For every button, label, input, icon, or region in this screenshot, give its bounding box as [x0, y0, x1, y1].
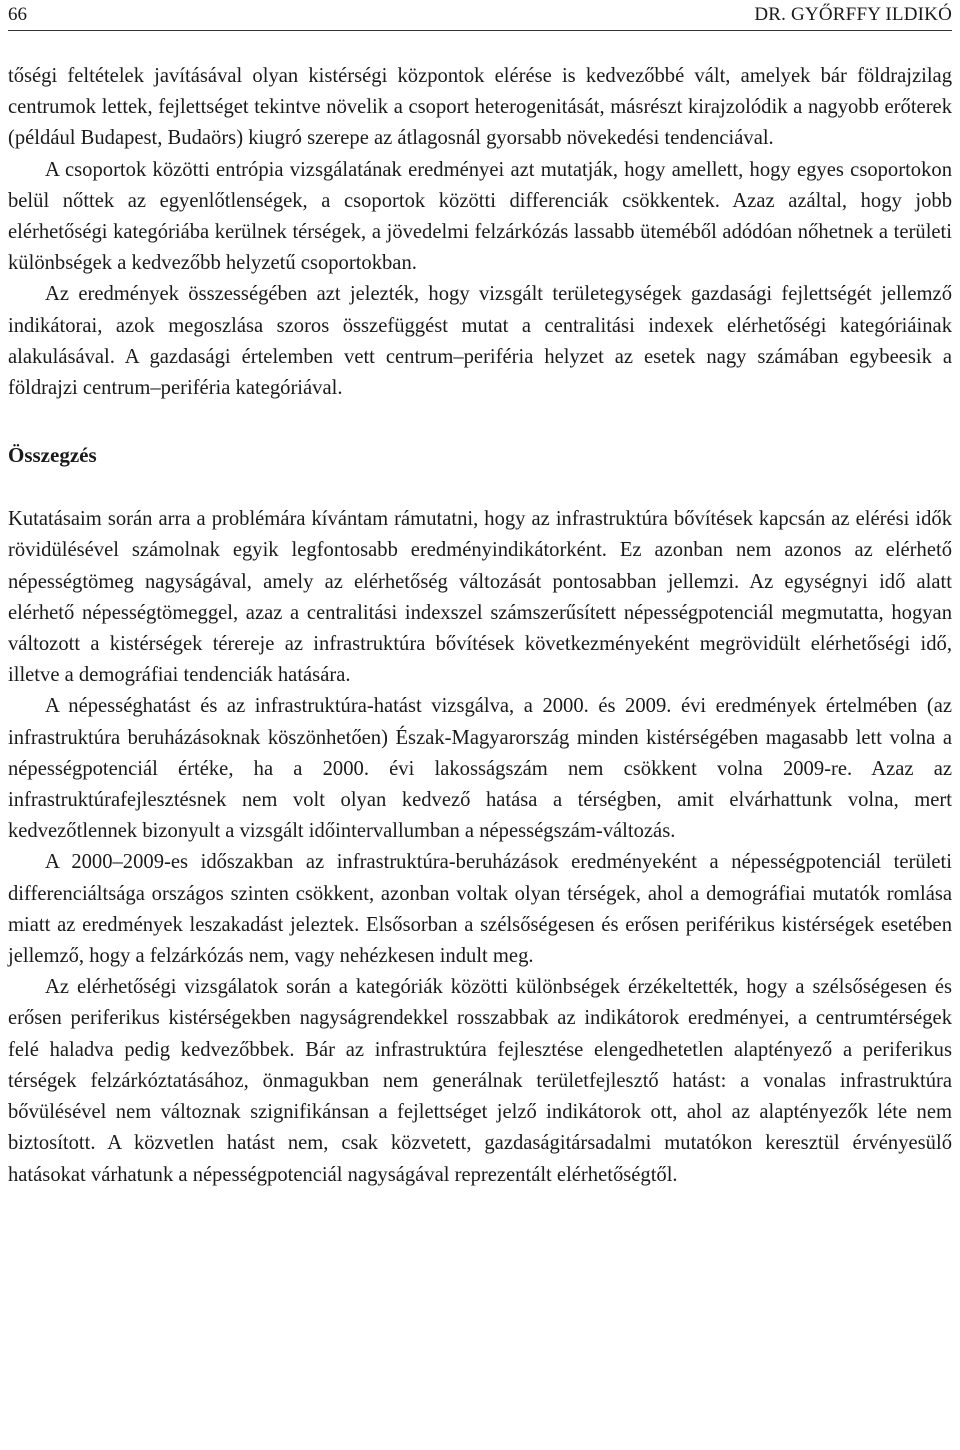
paragraph: tőségi feltételek javításával olyan kistérségi központok elérése is kedvezőbbé vált, amelyek bár földrajzilag centrumok lettek, fejlettséget tekintve növelik a csoport heterogenitását, másrészt kirajzolódik a nagyobb erőterek (például Budapest, Budaörs) kiugró szerepe az átlagosnál gyorsabb növekedési tendenciával.	[8, 65, 952, 150]
paragraph: Az eredmények összességében azt jelezték, hogy vizsgált területegységek gazdasági fejlettségét jellemző indikátorai, azok megoszlása szoros összefüggést mutat a centralitási indexek elérhetőségi kategóriáinak alakulásával. A gazdasági értelemben vett centrum–periféria helyzet az esetek nagy számában egybeesik a földrajzi centrum–periféria kategóriával.	[8, 283, 952, 400]
paragraph: A csoportok közötti entrópia vizsgálatának eredményei azt mutatják, hogy amellett, hogy egyes csoportokon belül nőttek az egyenlőtlenségek, a csoportok közötti differenciák csökkentek. Azaz azáltal, hogy jobb elérhetőségi kategóriába kerülnek térségek, a jövedelmi felzárkózás lassabb üteméből adódóan nőhetnek a területi különbségek a kedvezőbb helyzetű csoportokban.	[8, 158, 952, 275]
paragraph: Az elérhetőségi vizsgálatok során a kategóriák közötti különbségek érzékeltették, hogy a szélsőségesen és erősen periferikus kistérségekben nagyságrendekkel rosszabbak az indikátorok eredményei, a centrumtérségek felé haladva pedig kedvezőbbek. Bár az infrastruktúra fejlesztése elengedhetetlen alaptényező a periferikus térségek felzárkóztatásához, önmagukban nem generálnak területfejlesztő hatást: a vonalas infrastruktúra bővülésével nem változnak szignifikánsan a fejlettséget jelző indikátorok ott, ahol az alaptényezők léte nem biztosított. A közvetlen hatást nem, csak közvetett, gazdaságitársadalmi mutatókon keresztül érvényesülő hatásokat várhatunk a népességpotenciál nagyságával reprezentált elérhetőségtől.	[8, 976, 952, 1186]
running-head-author: DR. GYŐRFFY ILDIKÓ	[754, 4, 952, 25]
page-body	[8, 61, 952, 1191]
page-number: 66	[8, 4, 27, 25]
section-heading: Összegzés	[8, 443, 97, 468]
paragraph: A népességhatást és az infrastruktúra-hatást vizsgálva, a 2000. és 2009. évi eredmények értelmében (az infrastruktúra beruházásoknak köszönhetően) Észak-Magyarország minden kistérségében magasabb lett volna a népességpotenciál értéke, ha a 2000. évi lakosságszám nem csökkent volna 2009-re. Azaz az infrastruktúrafejlesztésnek nem volt olyan kedvező hatása a térségben, amit elvárhattunk volna, mert kedvezőtlennek bizonyult a vizsgált időintervallumban a népességszám-változás.	[8, 695, 952, 843]
page-header	[8, 0, 952, 31]
paragraph: A 2000–2009-es időszakban az infrastruktúra-beruházások eredményeként a népességpotenciál területi differenciáltsága országos szinten csökkent, azonban voltak olyan térségek, ahol a demográfiai mutatók romlása miatt az eredmények leszakadást jeleztek. Elsősorban a szélsőségesen és erősen periférikus kistérségek esetében jellemző, hogy a felzárkózás nem, vagy nehézkesen indult meg.	[8, 851, 952, 968]
paragraph: Kutatásaim során arra a problémára kívántam rámutatni, hogy az infrastruktúra bővítések kapcsán az elérési idők rövidülésével számolnak egyik legfontosabb eredményindikátorként. Ez azonban nem azonos az elérhető népességtömeg nagyságával, amely az elérhetőség változását pontosabban jellemzi. Az egységnyi idő alatt elérhető népességtömeggel, azaz a centralitási indexszel számszerűsített népességpotenciál megmutatta, hogyan változott a kistérségek térereje az infrastruktúra bővítések következményeként megrövidült elérhetőségi idő, illetve a demográfiai tendenciák hatására.	[8, 508, 952, 687]
